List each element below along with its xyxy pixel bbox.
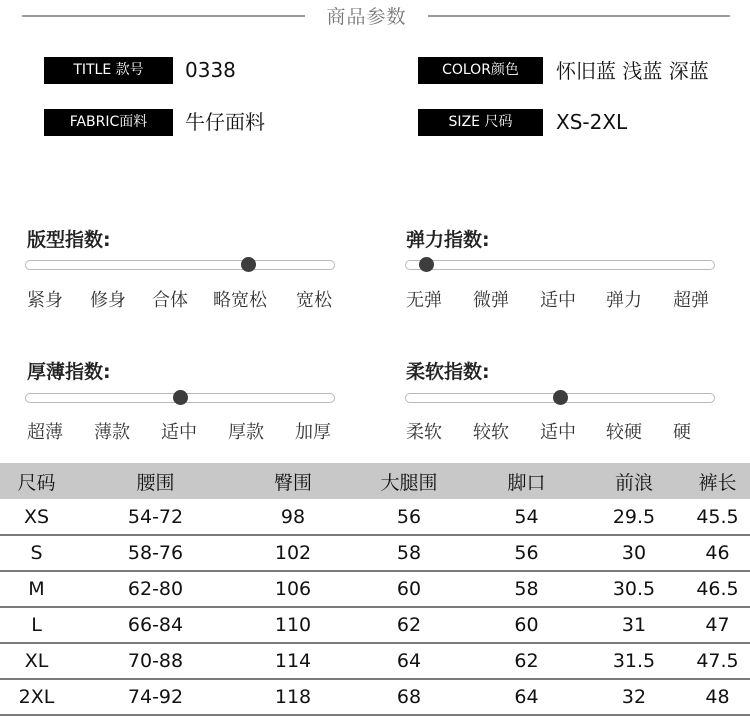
table-row — [0, 643, 750, 679]
table-cell: 62 — [470, 643, 583, 679]
header-divider-left — [22, 15, 305, 17]
table-cell: 66-84 — [73, 607, 238, 643]
fabric-tag: FABRIC面料 — [44, 109, 173, 136]
table-cell: 62 — [348, 607, 470, 643]
table-cell: 74-92 — [73, 679, 238, 715]
size-chart-table — [0, 463, 750, 716]
table-cell: L — [0, 607, 73, 643]
table-cell: 58 — [348, 535, 470, 571]
fit-label: 合体 — [152, 290, 188, 311]
thickness-index-marker — [173, 390, 188, 405]
column-header-waist: 腰围 — [73, 463, 238, 499]
thickness-label: 适中 — [161, 422, 197, 443]
table-cell: 45.5 — [685, 499, 750, 535]
table-cell: 64 — [470, 679, 583, 715]
elastic-index-title: 弹力指数: — [406, 229, 490, 251]
thickness-label: 薄款 — [94, 422, 130, 443]
table-header-row — [0, 463, 750, 499]
header-divider-right — [428, 15, 730, 17]
column-header-size: 尺码 — [0, 463, 73, 499]
table-cell: 70-88 — [73, 643, 238, 679]
table-row — [0, 499, 750, 535]
table-cell: 68 — [348, 679, 470, 715]
table-cell: 31 — [583, 607, 685, 643]
table-cell: 54-72 — [73, 499, 238, 535]
table-cell: 2XL — [0, 679, 73, 715]
softness-label: 较软 — [473, 422, 509, 443]
table-cell: 48 — [685, 679, 750, 715]
table-cell: 110 — [238, 607, 348, 643]
title-tag: TITLE 款号 — [44, 57, 173, 84]
size-range-value: XS-2XL — [556, 110, 628, 134]
softness-label: 硬 — [673, 422, 691, 443]
column-header-thigh: 大腿围 — [348, 463, 470, 499]
elastic-label: 微弹 — [473, 290, 509, 311]
table-cell: 118 — [238, 679, 348, 715]
table-cell: 47 — [685, 607, 750, 643]
style-number-value: 0338 — [185, 58, 236, 82]
table-cell: 62-80 — [73, 571, 238, 607]
softness-index-marker — [553, 390, 568, 405]
table-cell: 54 — [470, 499, 583, 535]
fit-label: 修身 — [90, 290, 126, 311]
fabric-value: 牛仔面料 — [185, 110, 265, 134]
elastic-label: 适中 — [540, 290, 576, 311]
elastic-label: 无弹 — [406, 290, 442, 311]
color-tag: COLOR颜色 — [418, 57, 543, 84]
table-cell: 58-76 — [73, 535, 238, 571]
thickness-label: 厚款 — [228, 422, 264, 443]
table-cell: 58 — [470, 571, 583, 607]
table-row — [0, 679, 750, 715]
table-cell: M — [0, 571, 73, 607]
fit-label: 紧身 — [27, 290, 63, 311]
table-cell: 46.5 — [685, 571, 750, 607]
column-header-front-rise: 前浪 — [583, 463, 685, 499]
softness-index-title: 柔软指数: — [406, 361, 490, 383]
table-cell: 30.5 — [583, 571, 685, 607]
table-cell: S — [0, 535, 73, 571]
table-cell: 98 — [238, 499, 348, 535]
table-cell: 47.5 — [685, 643, 750, 679]
thickness-label: 加厚 — [295, 422, 331, 443]
table-cell: 31.5 — [583, 643, 685, 679]
fit-index-title: 版型指数: — [27, 229, 111, 251]
thickness-label: 超薄 — [27, 422, 63, 443]
table-cell: 102 — [238, 535, 348, 571]
table-row — [0, 607, 750, 643]
column-header-leg-opening: 脚口 — [470, 463, 583, 499]
table-cell: 106 — [238, 571, 348, 607]
table-cell: 114 — [238, 643, 348, 679]
fit-index-marker — [241, 257, 256, 272]
elastic-label: 弹力 — [606, 290, 642, 311]
softness-label: 较硬 — [606, 422, 642, 443]
column-header-hip: 臀围 — [238, 463, 348, 499]
table-cell: XS — [0, 499, 73, 535]
color-value: 怀旧蓝 浅蓝 深蓝 — [556, 59, 709, 83]
elastic-label: 超弹 — [673, 290, 709, 311]
table-cell: 29.5 — [583, 499, 685, 535]
table-cell: 64 — [348, 643, 470, 679]
elastic-index-track — [405, 260, 715, 270]
fit-label: 宽松 — [296, 290, 332, 311]
table-cell: 60 — [348, 571, 470, 607]
table-cell: 56 — [348, 499, 470, 535]
table-cell: 30 — [583, 535, 685, 571]
section-title: 商品参数 — [326, 6, 407, 28]
thickness-index-title: 厚薄指数: — [27, 361, 111, 383]
table-cell: 60 — [470, 607, 583, 643]
column-header-length: 裤长 — [685, 463, 750, 499]
softness-label: 适中 — [540, 422, 576, 443]
softness-label: 柔软 — [406, 422, 442, 443]
table-cell: XL — [0, 643, 73, 679]
table-cell: 32 — [583, 679, 685, 715]
table-row — [0, 535, 750, 571]
table-cell: 56 — [470, 535, 583, 571]
size-tag: SIZE 尺码 — [418, 109, 543, 136]
table-row — [0, 571, 750, 607]
fit-label: 略宽松 — [213, 290, 267, 311]
table-cell: 46 — [685, 535, 750, 571]
fit-index-track — [25, 260, 335, 270]
